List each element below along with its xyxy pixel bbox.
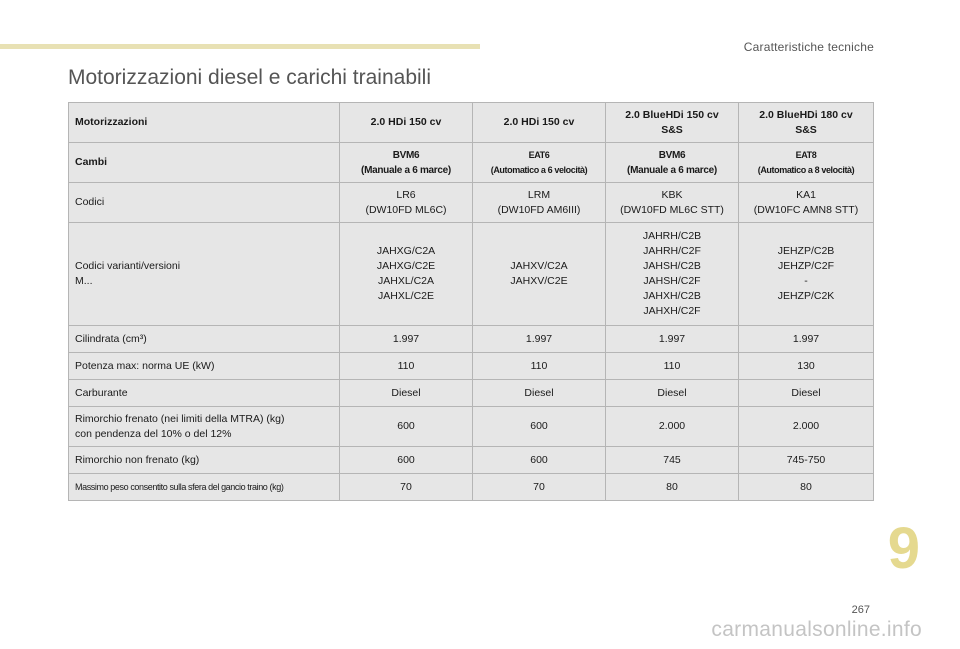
- page-number: 267: [851, 604, 870, 616]
- table-cell: Diesel: [739, 380, 874, 407]
- table-cell: JEHZP/C2B JEHZP/C2F - JEHZP/C2K: [739, 223, 874, 326]
- table-cell: BVM6 (Manuale a 6 marce): [606, 143, 739, 183]
- table-cell: 1.997: [739, 326, 874, 353]
- row-label: Cambi: [69, 143, 340, 183]
- row-label: Carburante: [69, 380, 340, 407]
- engine-spec-table: [68, 102, 874, 501]
- column-header-engine: 2.0 BlueHDi 150 cv S&S: [606, 103, 739, 143]
- table-cell: KBK (DW10FD ML6C STT): [606, 183, 739, 223]
- table-cell: 70: [340, 474, 473, 501]
- table-header-row: [69, 103, 874, 143]
- table-cell: Diesel: [606, 380, 739, 407]
- table-row-rimorchio-frenato: [69, 407, 874, 447]
- table-cell: 600: [340, 407, 473, 447]
- column-header-engine: 2.0 HDi 150 cv: [473, 103, 606, 143]
- table-row-peso-gancio: [69, 474, 874, 501]
- table-cell: 110: [473, 353, 606, 380]
- table-cell: LR6 (DW10FD ML6C): [340, 183, 473, 223]
- table-row-cilindrata: [69, 326, 874, 353]
- table-cell: LRM (DW10FD AM6III): [473, 183, 606, 223]
- table-cell: EAT8 (Automatico a 8 velocità): [739, 143, 874, 183]
- row-label: Codici varianti/versioni M...: [69, 223, 340, 326]
- table-cell: 70: [473, 474, 606, 501]
- table-cell: 1.997: [606, 326, 739, 353]
- table-cell: 110: [606, 353, 739, 380]
- watermark: carmanualsonline.info: [711, 618, 922, 641]
- table-cell: 600: [473, 447, 606, 474]
- table-cell: JAHXG/C2A JAHXG/C2E JAHXL/C2A JAHXL/C2E: [340, 223, 473, 326]
- table-cell: JAHXV/C2A JAHXV/C2E: [473, 223, 606, 326]
- chapter-number: 9: [887, 516, 920, 581]
- table-row-rimorchio-non-frenato: [69, 447, 874, 474]
- column-header-engine: 2.0 HDi 150 cv: [340, 103, 473, 143]
- table-row-cambi: [69, 143, 874, 183]
- table-cell: 130: [739, 353, 874, 380]
- table-cell: 745-750: [739, 447, 874, 474]
- table-cell: 80: [739, 474, 874, 501]
- table-cell: 600: [473, 407, 606, 447]
- row-label: Rimorchio non frenato (kg): [69, 447, 340, 474]
- table-row-codici-varianti: [69, 223, 874, 326]
- table-cell: JAHRH/C2B JAHRH/C2F JAHSH/C2B JAHSH/C2F JAHXH/C2B JAHXH/C2F: [606, 223, 739, 326]
- row-label: Codici: [69, 183, 340, 223]
- column-header-motorizzazioni: Motorizzazioni: [69, 103, 340, 143]
- table-cell: BVM6 (Manuale a 6 marce): [340, 143, 473, 183]
- table-cell: 80: [606, 474, 739, 501]
- table-row-carburante: [69, 380, 874, 407]
- header-accent-bar: [0, 44, 480, 49]
- table-cell: 2.000: [606, 407, 739, 447]
- table-cell: 600: [340, 447, 473, 474]
- row-label: Massimo peso consentito sulla sfera del gancio traino (kg): [69, 474, 340, 501]
- table-cell: EAT6 (Automatico a 6 velocità): [473, 143, 606, 183]
- section-header: Caratteristiche tecniche: [743, 40, 874, 54]
- table-cell: 1.997: [473, 326, 606, 353]
- page-title: Motorizzazioni diesel e carichi trainabili: [68, 66, 431, 89]
- table-cell: KA1 (DW10FC AMN8 STT): [739, 183, 874, 223]
- table-row-codici: [69, 183, 874, 223]
- table-cell: 745: [606, 447, 739, 474]
- table-cell: Diesel: [473, 380, 606, 407]
- column-header-engine: 2.0 BlueHDi 180 cv S&S: [739, 103, 874, 143]
- row-label: Potenza max: norma UE (kW): [69, 353, 340, 380]
- table-cell: Diesel: [340, 380, 473, 407]
- table-row-potenza: [69, 353, 874, 380]
- row-label: Cilindrata (cm³): [69, 326, 340, 353]
- row-label: Rimorchio frenato (nei limiti della MTRA) (kg) con pendenza del 10% o del 12%: [69, 407, 340, 447]
- table-cell: 2.000: [739, 407, 874, 447]
- table-cell: 1.997: [340, 326, 473, 353]
- table-cell: 110: [340, 353, 473, 380]
